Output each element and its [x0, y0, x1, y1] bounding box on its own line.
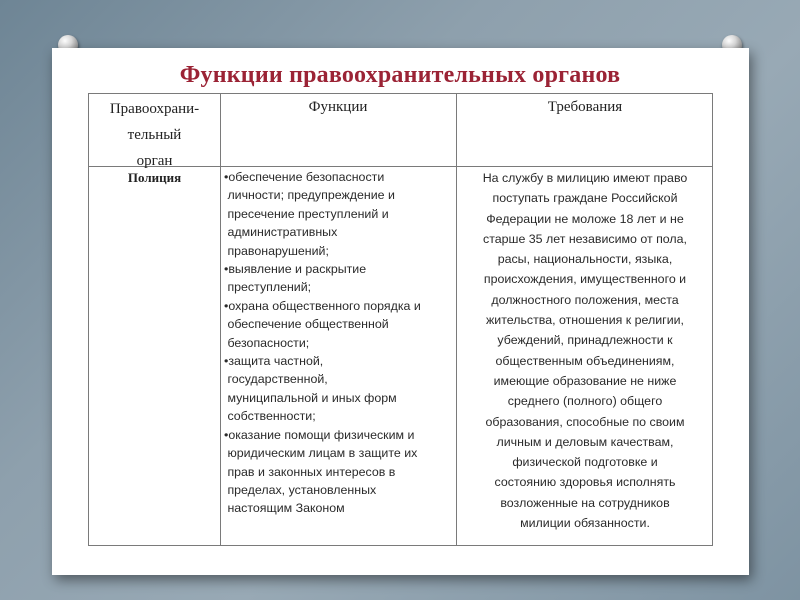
requirements-line: жительства, отношения к религии,: [486, 313, 684, 328]
requirements-line: должностного положения, места: [491, 292, 679, 307]
header-organ: [89, 96, 220, 174]
requirements-line: возложенные на сотрудников: [500, 495, 670, 510]
requirements-line: состоянию здоровья исполнять: [494, 475, 676, 490]
function-item-line: государственной,: [224, 372, 328, 387]
function-item-line: •оказание помощи физическим и: [224, 427, 415, 442]
function-item: [224, 260, 456, 297]
requirements-line: расы, национальности, языка,: [497, 252, 673, 267]
header-organ-line: орган: [136, 153, 173, 169]
function-item-line: •защита частной,: [224, 354, 324, 369]
requirements-line: имеющие образование не ниже: [493, 373, 677, 388]
table-column-divider-1: [220, 94, 221, 545]
requirements-line: происхождения, имущественного и: [483, 272, 687, 287]
functions-list: [224, 168, 456, 518]
function-item-line: правонарушений;: [224, 243, 329, 258]
function-item: [224, 426, 456, 518]
function-item-line: юридическим лицам в защите их: [224, 446, 418, 461]
requirements-line: убеждений, принадлежности к: [497, 333, 673, 348]
header-organ-line: тельный: [127, 127, 182, 143]
requirements-text: [456, 168, 714, 533]
function-item-line: пресечение преступлений и: [224, 206, 389, 221]
function-item-line: •охрана общественного порядка и: [224, 298, 421, 313]
function-item-line: •обеспечение безопасности: [224, 170, 385, 184]
function-item-line: настоящим Законом: [224, 501, 345, 516]
header-requirements: Требования: [547, 99, 623, 115]
function-item-line: •выявление и раскрытие: [224, 262, 367, 277]
function-item-line: собственности;: [224, 409, 316, 424]
function-item-line: преступлений;: [224, 280, 312, 295]
requirements-line: милиции обязанности.: [520, 516, 650, 531]
function-item-line: обеспечение общественной: [224, 317, 389, 332]
header-organ-line: Правоохрани-: [109, 101, 200, 117]
function-item: [224, 297, 456, 352]
function-item-line: пределах, установленных: [224, 482, 377, 497]
requirements-line: среднего (полного) общего: [507, 394, 663, 409]
function-item: [224, 352, 456, 426]
page-title: Функции правоохранительных органов: [179, 62, 621, 88]
requirements-line: образования, способные по своим: [485, 414, 685, 429]
function-item-line: муниципальной и иных форм: [224, 390, 397, 405]
requirements-line: поступать граждане Российской: [492, 191, 678, 206]
functions-table: [88, 93, 713, 546]
function-item-line: прав и законных интересов в: [224, 464, 396, 479]
requirements-line: старше 35 лет независимо от пола,: [483, 231, 687, 246]
function-item: [224, 168, 456, 260]
requirements-line: На службу в милицию имеют право: [482, 171, 688, 185]
requirements-line: Федерации не моложе 18 лет и не: [486, 211, 684, 226]
header-functions: Функции: [308, 99, 368, 115]
requirements-line: личным и деловым качествам,: [496, 434, 674, 449]
function-item-line: административных: [224, 225, 338, 240]
function-item-line: безопасности;: [224, 335, 310, 350]
organ-police: Полиция: [127, 170, 182, 185]
function-item-line: личности; предупреждение и: [224, 188, 395, 203]
requirements-line: физической подготовке и: [512, 455, 658, 470]
requirements-line: общественным объединениям,: [495, 353, 675, 368]
